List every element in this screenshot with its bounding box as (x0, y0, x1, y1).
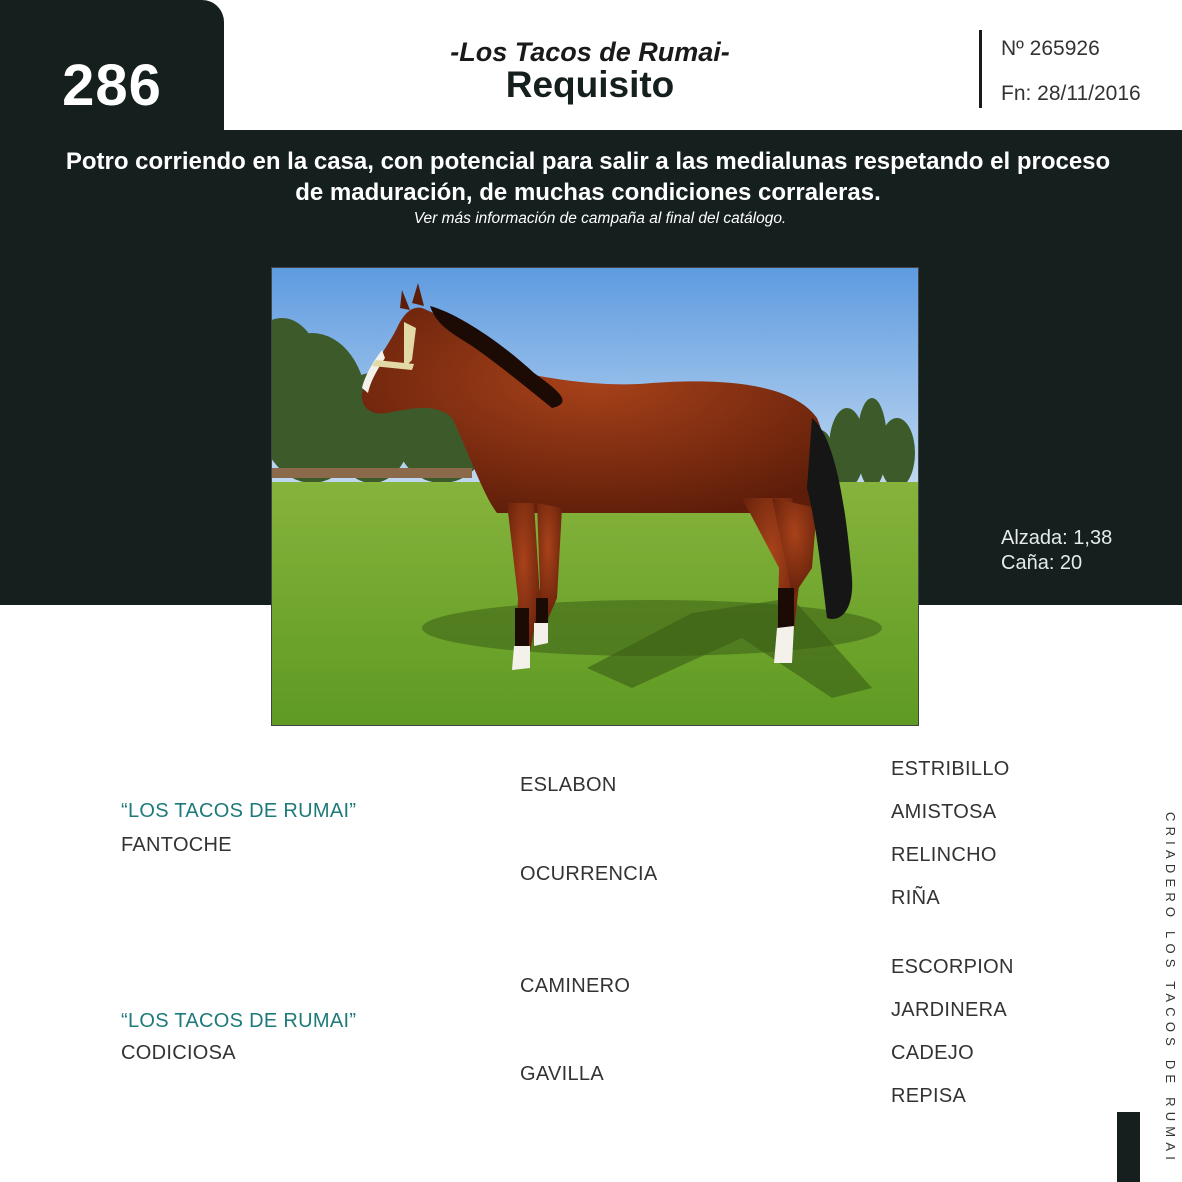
description-line-1: Potro corriendo en la casa, con potencial para salir a las medialunas respetando el proceso (65, 148, 1111, 175)
dam-name: CODICIOSA (121, 1042, 236, 1064)
great-grandparent: RELINCHO (891, 844, 997, 866)
description-line-2: de maduración, de muchas condiciones corraleras. (295, 179, 881, 206)
lot-number: 286 (62, 53, 162, 118)
sire-dam: OCURRENCIA (520, 863, 658, 885)
great-grandparent: RIÑA (891, 887, 940, 909)
great-grandparent: ESTRIBILLO (891, 758, 1010, 780)
great-grandparent: ESCORPION (891, 956, 1014, 978)
horse-photo (271, 267, 919, 726)
dam-dam: GAVILLA (520, 1063, 604, 1085)
dam-prefix: “LOS TACOS DE RUMAI” (121, 1010, 357, 1032)
description-text (40, 146, 1136, 208)
breeder-title: -Los Tacos de Rumai- (450, 37, 730, 67)
header-divider (979, 30, 982, 108)
side-accent-bar (1117, 1112, 1140, 1182)
cannon-measurement: Caña: 20 (1001, 552, 1083, 574)
great-grandparent: CADEJO (891, 1042, 974, 1064)
campaign-note: Ver más información de campaña al final del catálogo. (413, 210, 787, 227)
great-grandparent: JARDINERA (891, 999, 1008, 1021)
dam-sire: CAMINERO (520, 975, 631, 997)
registration-number: Nº 265926 (1001, 37, 1100, 60)
horse-photo-illustration (272, 268, 919, 726)
birth-date: Fn: 28/11/2016 (1001, 82, 1141, 105)
sire-name: FANTOCHE (121, 834, 232, 856)
breeder-side-label: CRIADERO LOS TACOS DE RUMAI (1163, 812, 1178, 1166)
great-grandparent: AMISTOSA (891, 801, 997, 823)
sire-sire: ESLABON (520, 774, 617, 796)
great-grandparent: REPISA (891, 1085, 967, 1107)
height-measurement: Alzada: 1,38 (1001, 527, 1113, 549)
sire-prefix: “LOS TACOS DE RUMAI” (121, 800, 357, 822)
horse-name: Requisito (505, 64, 675, 105)
